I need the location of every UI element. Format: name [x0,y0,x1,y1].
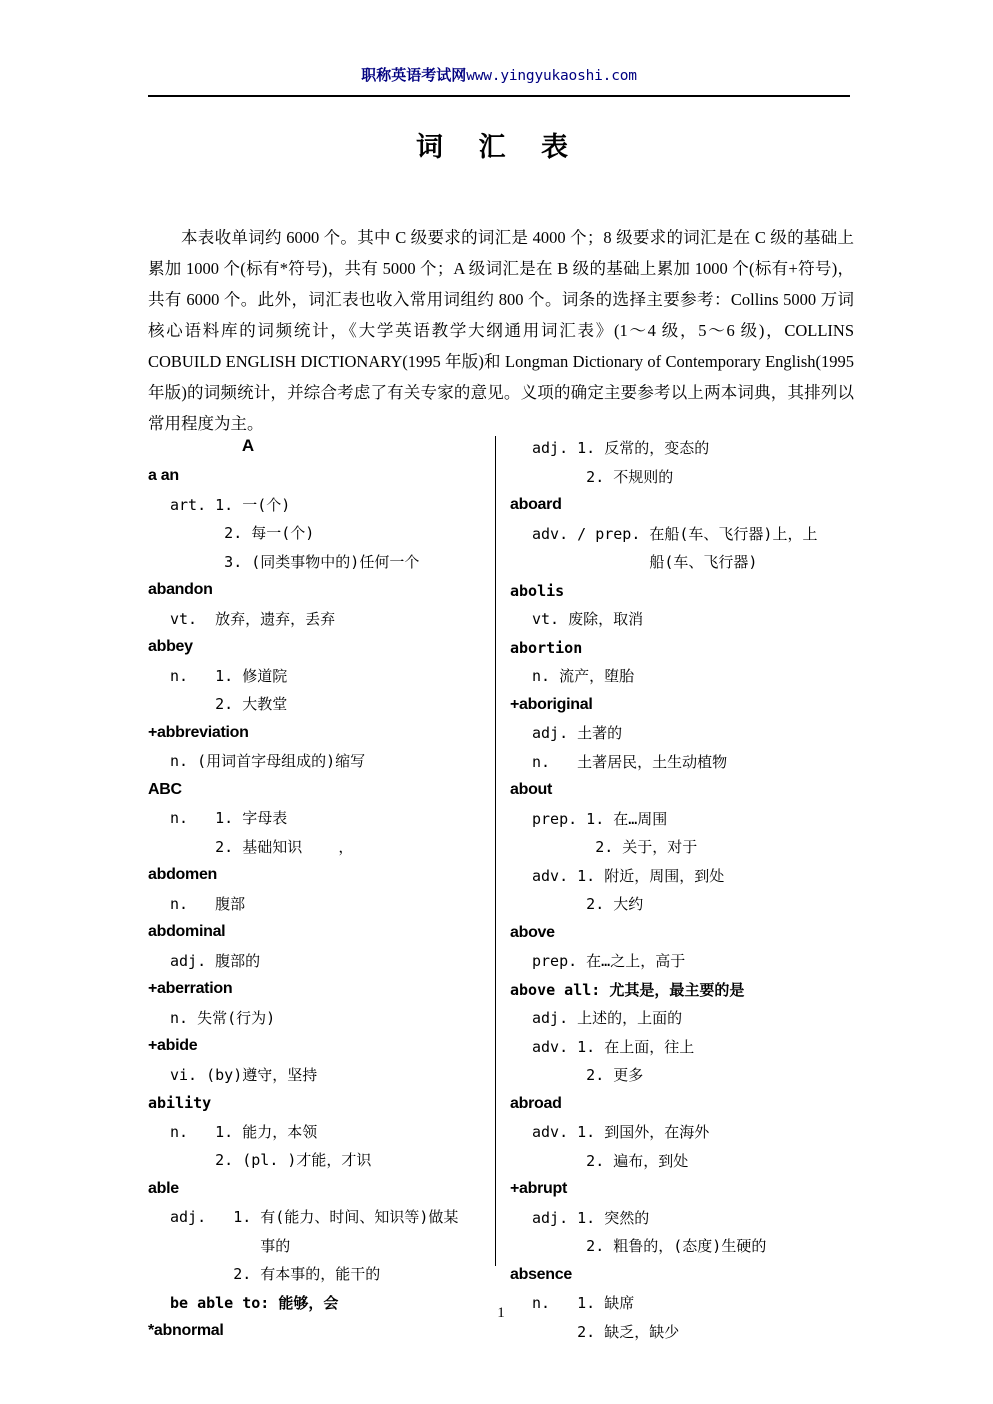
intro-paragraph: 本表收单词约 6000 个。其中 C 级要求的词汇是 4000 个；8 级要求的词汇是在 C 级的基础上累加 1000 个(标有*符号)，共有 5000 个；A 级词汇是在 B 级的基础上累加 1000 个(标有+符号)，共有 6000 个。此外，词汇表也收入常用词组约 800 个。词条的选择主要参考：Collins 5000 万词核心语料库的词频统计，《大学英语教学大纲通用词汇表》(1～4 级，5～6 级)，COLLINS COBUILD ENGLISH DICTIONARY(1995 年版)和 Longman Dictionary of Contemporary English(1995 年版)的词频统计，并综合考虑了有关专家的意见。义项的确定主要参考以上两本词典，其排列以常用程度为主。 [148,228,854,433]
entry-headword: abbey [148,638,193,655]
dictionary-entry [510,1090,840,1176]
dictionary-entry [510,1175,840,1261]
entry-sense-line: art. 1. 一(个) [170,495,291,514]
entry-sense-line: 2. (pl. )才能，才识 [170,1151,372,1169]
entry-headword: *abnormal [148,1322,224,1339]
glossary-column-right [510,434,840,1346]
dictionary-entry [510,491,840,577]
entry-sense-line: n. 土著居民，土生动植物 [532,752,728,771]
dictionary-entry [148,1089,478,1175]
section-letter-heading: A [241,436,255,455]
entry-sense-line: 2. 有本事的，能干的 [170,1265,381,1283]
entry-sense-line: n. 1. 缺席 [532,1294,635,1312]
entry-sense-line: adj. 腹部的 [170,951,261,970]
entry-sense-line: adv. 1. 在上面，往上 [532,1037,695,1056]
glossary-columns [148,434,854,1341]
glossary-column-left [148,434,478,1346]
dictionary-entry [148,462,478,576]
entry-sense-line: 2. 遍布，到处 [532,1151,689,1170]
dictionary-entry [148,719,478,776]
dictionary-entry [510,776,840,919]
entry-sense-line: 2. 大约 [532,895,644,913]
entry-sense-line: vt. 废除，取消 [532,610,644,628]
dictionary-entry [148,918,478,975]
entry-sense-line: 2. 关于，对于 [532,838,698,856]
entry-headword: ABC [148,780,182,798]
entry-headword: abdominal [148,923,226,940]
entry-sense-line: 2. 更多 [532,1066,644,1084]
dictionary-entry [510,634,840,691]
entry-list-right [510,434,840,1346]
entry-sense-line: 2. 缺乏，缺少 [532,1322,680,1341]
entry-sense-line: 船(车、飞行器) [532,553,758,571]
entry-sense-line: n. 1. 修道院 [170,666,288,685]
entry-headword: a an [148,467,179,484]
dictionary-entry [510,691,840,777]
entry-sense-line: vt. 放弃，遗弃，丢弃 [170,609,336,628]
entry-sense-line: n. 腹部 [170,894,246,913]
entry-sense-line: n. (用词首字母组成的)缩写 [170,752,366,770]
entry-headword: +abide [148,1037,198,1054]
header-divider-rule [148,95,850,97]
entry-sense-line: 2. 每一(个) [170,524,315,542]
column-divider [495,436,496,1266]
entry-headword: abdomen [148,866,218,883]
header-site-url: www.yingyukaoshi.com [466,68,637,84]
dictionary-entry [148,776,478,862]
entry-headword: +abbreviation [148,723,249,741]
entry-headword: +aberration [148,980,233,997]
dictionary-entry [148,861,478,918]
entry-sense-line: adj. 土著的 [532,724,623,742]
entry-sense-line: 2. 粗鲁的，(态度)生硬的 [532,1237,767,1255]
entry-sense-line: n. 失常(行为) [170,1008,276,1027]
entry-phrase: be able to: 能够，会 [170,1293,339,1312]
entry-sense-line: prep. 1. 在…周围 [532,809,668,828]
entry-sense-line: 2. 不规则的 [532,467,674,486]
dictionary-entry [510,577,840,634]
entry-phrase: above all: 尤其是，最主要的是 [510,980,745,999]
entry-sense-line: vi. (by)遵守，坚持 [170,1065,318,1084]
entry-sense-line: adv. 1. 到国外，在海外 [532,1123,710,1141]
header-site-name: 职称英语考试网 [361,67,467,84]
dictionary-entry [148,1175,478,1318]
entry-headword: about [510,781,553,798]
entry-sense-line: prep. 在…之上，高于 [532,952,686,970]
entry-sense-line: n. 流产，堕胎 [532,667,635,685]
entry-headword: +aboriginal [510,695,593,713]
entry-headword: abandon [148,581,213,598]
dictionary-entry [148,1032,478,1089]
page-header [148,66,850,86]
entry-headword: ability [148,1094,212,1112]
dictionary-entry [510,919,840,1090]
entry-headword: above [510,923,555,941]
entry-headword: able [148,1179,179,1197]
entry-sense-line: 2. 大教堂 [170,695,288,713]
entry-sense-line: n. 1. 能力，本领 [170,1122,318,1141]
entry-headword: abroad [510,1094,562,1112]
entry-sense-line: adj. 1. 反常的，变态的 [532,439,710,457]
entry-headword: +abrupt [510,1180,568,1197]
entry-headword: abortion [510,638,583,657]
dictionary-entry [510,434,840,491]
page-title: 词 汇 表 [415,132,582,162]
entry-sense-line: adj. 上述的，上面的 [532,1009,683,1027]
dictionary-entry [148,633,478,719]
page-number: 1 [497,1305,505,1321]
entry-headword: absence [510,1265,572,1283]
entry-sense-line: 3. (同类事物中的)任何一个 [170,552,420,571]
entry-sense-line: adv. 1. 附近，周围，到处 [532,866,725,885]
entry-headword: aboard [510,496,562,513]
entry-sense-line: adj. 1. 有(能力、时间、知识等)做某 [170,1208,459,1226]
entry-sense-line: n. 1. 字母表 [170,809,288,827]
entry-headword: abolis [510,581,565,600]
entry-sense-line: 2. 基础知识 ， [170,837,354,856]
entry-list-left [148,462,478,1346]
dictionary-entry [148,576,478,633]
header-site-line [148,66,850,86]
entry-sense-line: 事的 [170,1236,291,1255]
entry-sense-line: adv. / prep. 在船(车、飞行器)上，上 [532,524,818,543]
entry-sense-line: adj. 1. 突然的 [532,1208,650,1227]
dictionary-entry [148,975,478,1032]
